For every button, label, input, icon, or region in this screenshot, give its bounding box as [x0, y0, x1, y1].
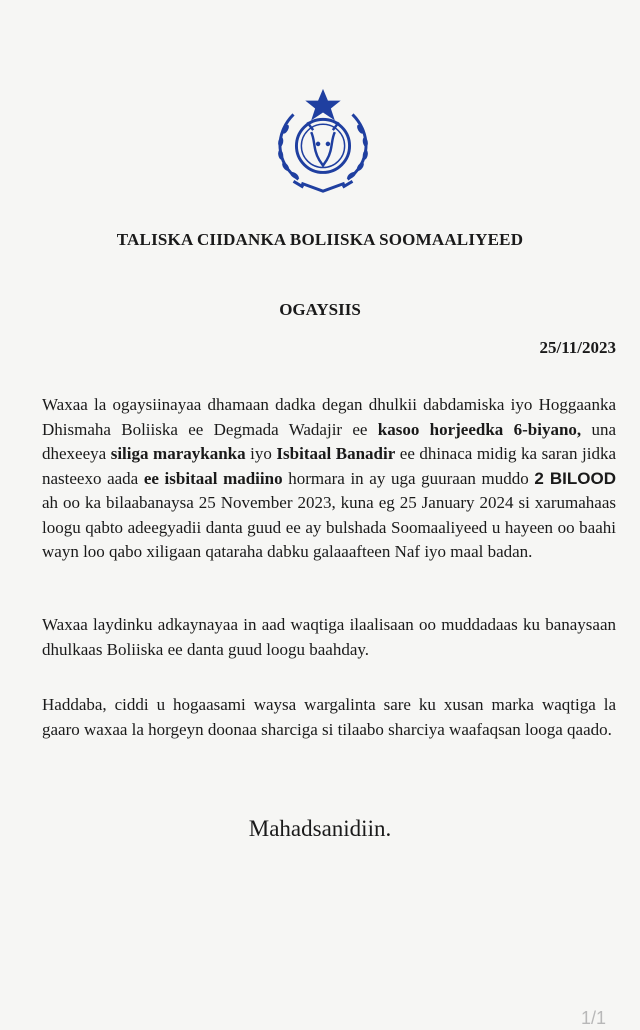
p1-bold-duration: 2 BILOOD: [534, 468, 616, 488]
notice-paragraph-1: [42, 393, 616, 565]
p1-text-3: iyo: [245, 444, 277, 463]
p1-bold-location: kasoo horjeedka 6-biyano,: [377, 419, 582, 439]
p1-bold-landmark-2: Isbitaal Banadir: [276, 444, 396, 463]
p1-text-4: ee dhinaca midig ka saran jidka nasteexo aada: [42, 444, 616, 488]
notice-title: OGAYSIIS: [279, 300, 361, 319]
p1-bold-landmark-1: siliga maraykanka: [110, 444, 246, 463]
page-indicator: 1/1: [580, 1008, 606, 1028]
p1-bold-landmark-3: ee isbitaal madiino: [143, 468, 283, 488]
p1-text-1: Waxaa la ogaysiinayaa dhamaan dadka degan dhulkii dabdamiska iyo Hoggaanka Dhismaha Boliiska ee Degmada Wadajir ee: [42, 395, 616, 439]
notice-paragraph-2: Waxaa laydinku adkaynayaa in aad waqtiga ilaalisaan oo muddadaas ku banaysaan dhulkaas Boliiska ee danta guud loogu baahday.: [42, 615, 616, 659]
closing-thanks: Mahadsanidiin.: [248, 816, 392, 841]
p1-text-6: ah oo ka bilaabanaysa 25 November 2023, kuna eg 25 January 2024 si xarumahaas loogu qabto adeegyadii danta guud ee ay bulshada Soomaaliyeed u hayeen oo baahi wayn loo qabo xiligaan qataraha dabku galaaafteen Naf iyo maal badan.: [42, 493, 616, 561]
notice-date: 25/11/2023: [539, 338, 616, 357]
notice-paragraph-3: Haddaba, ciddi u hogaasami waysa wargalinta sare ku xusan marka waqtiga la gaaro waxaa la horgeyn doonaa sharciga si tilaabo sharciya waafaqsan looga qaado.: [42, 695, 616, 739]
police-star-crest-emblem-icon: [264, 84, 382, 196]
p1-text-2: una dhexeeya: [42, 419, 616, 463]
organization-heading: TALISKA CIIDANKA BOLIISKA SOOMAALIYEED: [116, 230, 524, 249]
p1-text-5: hormara in ay uga guuraan muddo: [282, 468, 535, 488]
